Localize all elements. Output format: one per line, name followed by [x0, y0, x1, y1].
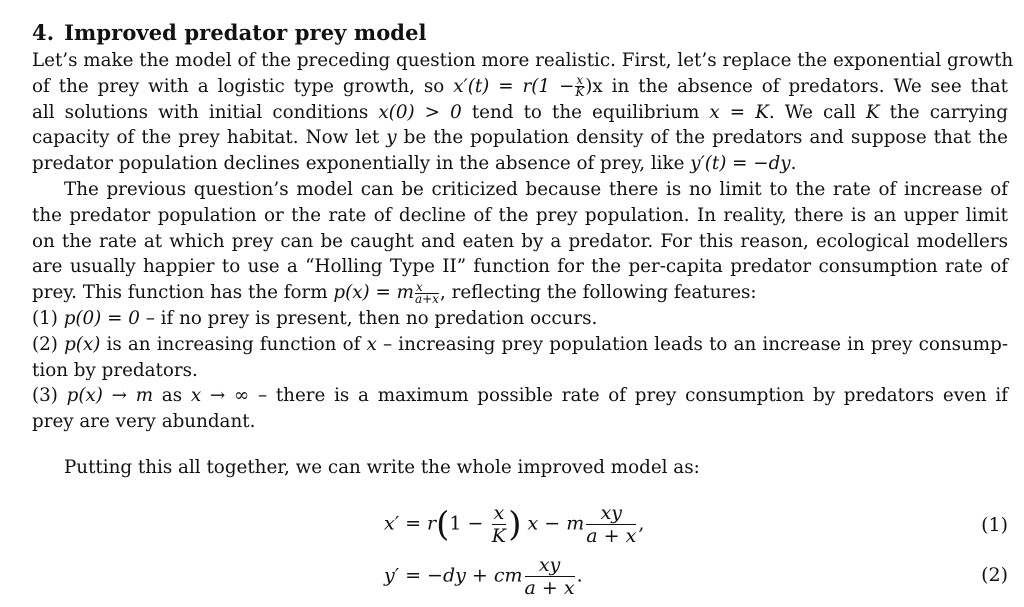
p1-line-3: all solutions with initial conditions x(0) > 0 tend to the equilibrium x = K. We call K the carrying — [32, 101, 1008, 123]
feature-item-3-cont: prey are very abundant. — [32, 411, 256, 433]
document-page — [32, 20, 1014, 478]
equation-1 — [32, 500, 1008, 550]
section-title: Improved predator prey model — [64, 20, 427, 45]
fraction-x-over-K: $\frac{x}{K}$ — [575, 73, 585, 100]
p1-line-1: Let’s make the model of the preceding question more realistic. First, let’s replace the exponential growth — [32, 50, 1014, 71]
p2-line-4: are usually happier to use a “Holling Type II” function for the per-capita predator consumption rate of — [32, 256, 1008, 278]
p2-line-3: on the rate at which prey can be caught and eaten by a predator. For this reason, ecological modellers — [32, 230, 1008, 252]
p2-line-2: the predator population or the rate of decline of the prey population. In reality, there is an upper limit — [32, 204, 1008, 226]
feature-item-1: (1) p(0) = 0 – if no prey is present, then no predation occurs. — [32, 307, 598, 329]
p1-line-5: predator population declines exponentially in the absence of prey, like y′(t) = −dy. — [32, 153, 797, 175]
feature-item-2: (2) p(x) is an increasing function of x – increasing prey population leads to an increase in prey consump- — [32, 333, 1008, 355]
p1-line-2: of the prey with a logistic type growth, so x′(t) = r(1 − $\frac{x}{K}$ )x in the absence of predators. We see that — [32, 73, 1008, 100]
equation-2 — [32, 552, 1008, 602]
p2-line-1: The previous question’s model can be criticized because there is no limit to the rate of increase of — [64, 178, 1008, 200]
equation-1-label: (1) — [981, 514, 1008, 536]
feature-item-3: (3) p(x) → m as x → ∞ – there is a maximum possible rate of prey consumption by predators even if — [32, 385, 1008, 407]
p1-line-4: capacity of the prey habitat. Now let y be the population density of the predators and suppose that the — [32, 127, 1009, 149]
feature-item-2-cont: tion by predators. — [32, 359, 198, 381]
equation-2-body: y′ = −dy + cm $\frac{xy}{a + x}$ . — [384, 554, 583, 599]
paragraph-2 — [32, 177, 1008, 435]
equation-2-label: (2) — [981, 564, 1008, 586]
fraction-x-over-a-plus-x: $\frac{x}{a+x}$ — [414, 279, 439, 306]
summary-sentence: Putting this all together, we can write the whole improved model as: — [64, 456, 700, 478]
equation-1-body: x′ = r(1 − $\frac{x}{K}$ ) x − m $\frac{xy}{a + x}$ , — [384, 502, 645, 547]
section-number: 4. — [32, 20, 55, 45]
paragraph-1 — [32, 48, 1014, 177]
p2-line-5: prey. This function has the form p(x) = m $\frac{x}{a+x}$ , reflecting the following features: — [32, 279, 757, 306]
section-heading — [32, 20, 1008, 45]
